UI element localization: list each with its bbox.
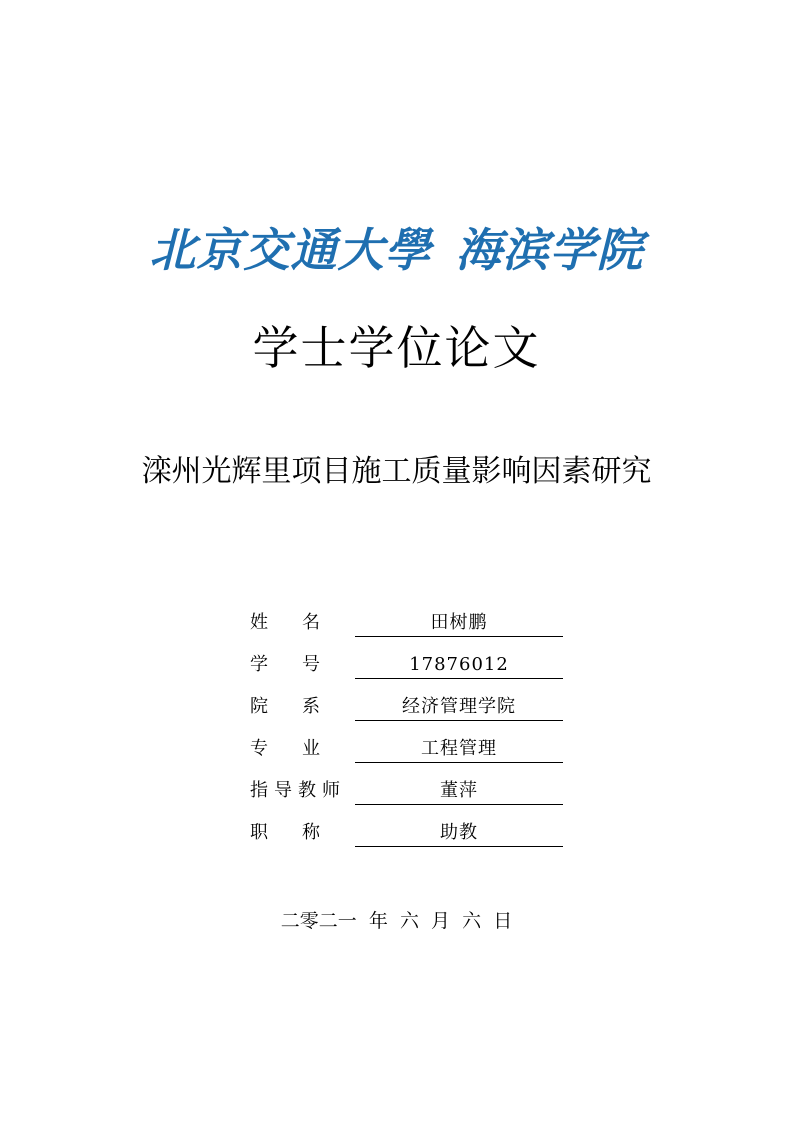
info-row-title-rank	[250, 816, 570, 858]
label-char: 指	[250, 780, 268, 801]
major-value: 工程管理	[355, 736, 563, 763]
info-row-name	[250, 606, 570, 648]
info-row-major	[250, 732, 570, 774]
student-id-value: 17876012	[355, 652, 563, 679]
label-char: 师	[322, 780, 340, 801]
label-char: 号	[302, 654, 320, 675]
submission-date: 二零二一 年 六 月 六 日	[280, 910, 513, 932]
label-char: 系	[302, 696, 320, 717]
label-char: 学	[250, 654, 268, 675]
thesis-title: 滦州光辉里项目施工质量影响因素研究	[141, 454, 652, 489]
name-label	[250, 610, 320, 636]
advisor-label	[250, 778, 340, 804]
name-value: 田树鹏	[355, 610, 563, 637]
logo-university-text: 北京交通大學	[149, 223, 432, 277]
label-char: 院	[250, 696, 268, 717]
title-rank-value: 助教	[355, 820, 563, 847]
info-row-advisor	[250, 774, 570, 816]
document-type-title: 学士学位论文	[252, 321, 541, 375]
info-row-student-id	[250, 648, 570, 690]
label-char: 导	[274, 780, 292, 801]
major-label	[250, 736, 320, 762]
title-rank-label	[250, 820, 320, 846]
label-char: 职	[250, 822, 268, 843]
student-id-label	[250, 652, 320, 678]
label-char: 姓	[250, 612, 268, 633]
logo-college-text: 海滨学院	[455, 223, 644, 277]
advisor-value: 董萍	[355, 778, 563, 805]
university-logo	[0, 218, 793, 282]
label-char: 业	[302, 738, 320, 759]
label-char: 专	[250, 738, 268, 759]
label-char: 教	[298, 780, 316, 801]
student-info-block	[250, 606, 570, 858]
info-row-department	[250, 690, 570, 732]
label-char: 称	[302, 822, 320, 843]
department-label	[250, 694, 320, 720]
label-char: 名	[302, 612, 320, 633]
department-value: 经济管理学院	[355, 694, 563, 721]
